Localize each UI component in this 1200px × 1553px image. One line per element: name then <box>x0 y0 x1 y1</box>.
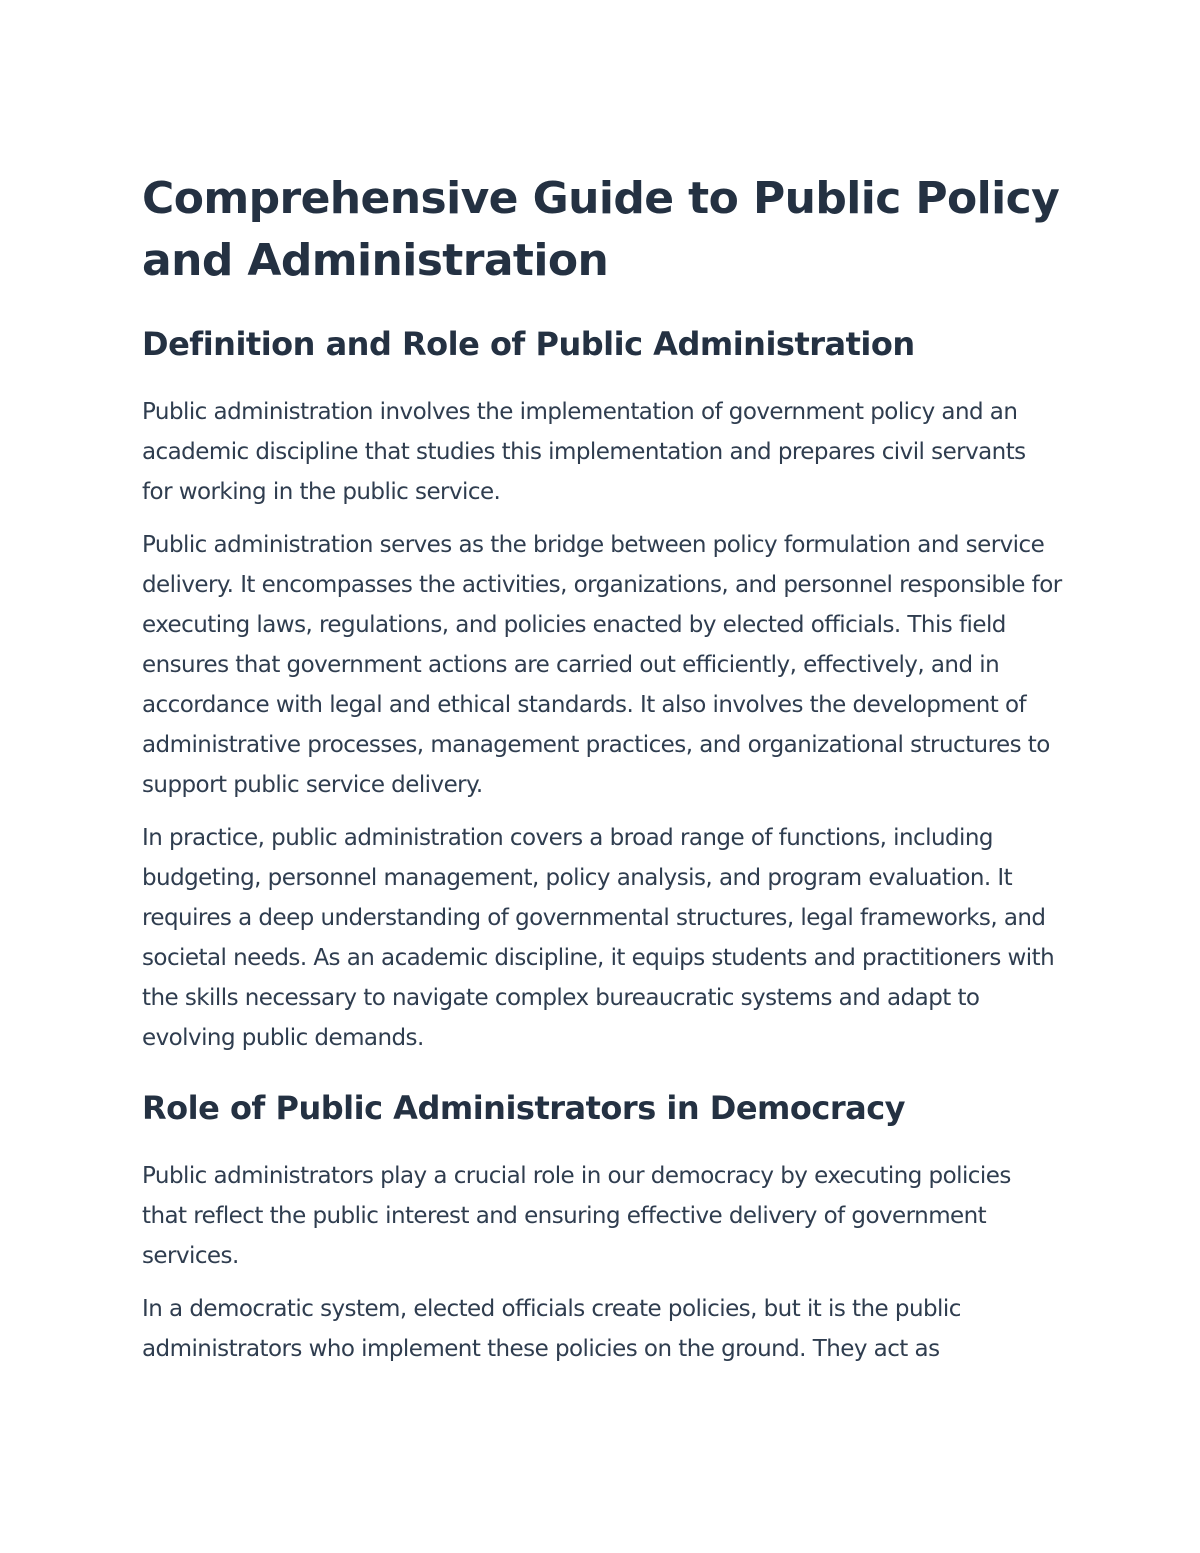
paragraph: In practice, public administration covers a broad range of functions, including budgeting, personnel management, policy analysis, and program evaluation. It requires a deep understanding of governmental structures, legal frameworks, and societal needs. As an academic discipline, it equips students and practitioners with the skills necessary to navigate complex bureaucratic systems and adapt to evolving public demands. <box>142 825 1055 1051</box>
section-heading: Definition and Role of Public Administration <box>142 325 915 363</box>
paragraph: Public administration involves the implementation of government policy and an academic discipline that studies this implementation and prepares civil servants for working in the public service. <box>142 399 1026 505</box>
paragraph: Public administration serves as the bridge between policy formulation and service delivery. It encompasses the activities, organizations, and personnel responsible for executing laws, regulations, and policies enacted by elected officials. This field ensures that government actions are carried out efficiently, effectively, and in accordance with legal and ethical standards. It also involves the development of administrative processes, management practices, and organizational structures to support public service delivery. <box>142 532 1062 798</box>
paragraph: In a democratic system, elected officials create policies, but it is the public administrators who implement these policies on the ground. They act as <box>142 1296 961 1362</box>
document-title: Comprehensive Guide to Public Policy and Administration <box>142 173 1060 286</box>
section-heading: Role of Public Administrators in Democracy <box>142 1089 906 1127</box>
section-definition-role <box>142 324 1062 1058</box>
paragraph: Public administrators play a crucial role in our democracy by executing policies that reflect the public interest and ensuring effective delivery of government services. <box>142 1163 1011 1269</box>
document-page <box>142 168 1062 1369</box>
section-administrators-democracy <box>142 1088 1062 1369</box>
